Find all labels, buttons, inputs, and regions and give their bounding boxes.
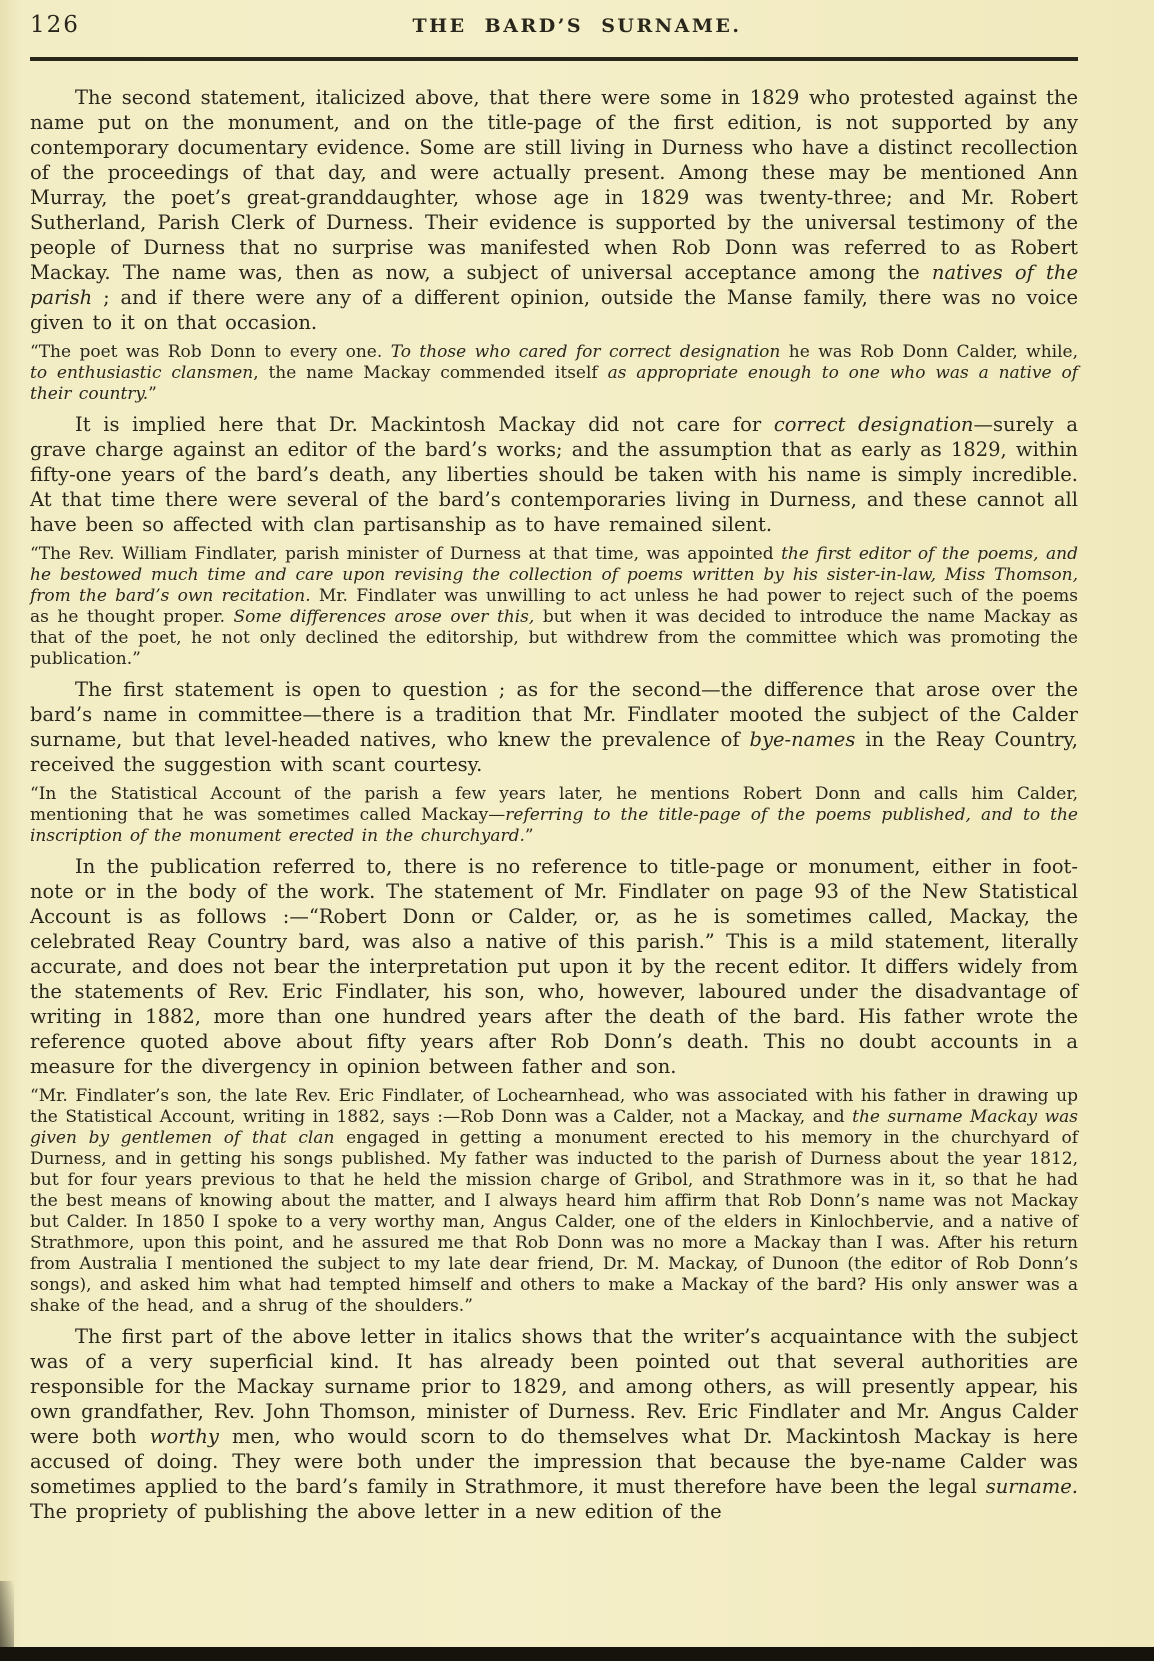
body-paragraph xyxy=(30,854,1078,1079)
text-segment: —surely a grave charge against an editor of the bard’s works; and the assumption that as early as 1829, within fifty-one years of the bard’s death, any liberties should be taken with his name is simply incredible. At that time there were several of the bard’s contemporaries living in Durness, and these cannot all have been so affected with clan partisanship as to have remained silent. xyxy=(30,413,1078,536)
page-header xyxy=(0,0,1154,44)
italic-text-segment: the surname Mackay was given by gentlemen of that clan xyxy=(30,1107,1078,1148)
italic-text-segment: To those who cared for correct designation xyxy=(390,342,781,362)
text-segment: but when it was decided to introduce the name Mackay as that of the poet, he not only declined the editorship, but withdrew from the committee which was promoting the publication.” xyxy=(30,607,1078,669)
italic-text-segment: as appropriate enough to one who was a native of their country. xyxy=(30,363,1078,404)
page-number: 126 xyxy=(30,12,80,38)
text-segment: engaged in getting a monument erected to his memory in the churchyard of Durness, and in getting his songs published. My father was inducted to the parish of Durness about the year 1812, but for four years previous to that he held the mission charge of Gribol, and Strathmore was in it, so that he had the best means of knowing about the matter, and I always heard him affirm that Rob Donn’s name was not Mackay but Calder. In 1850 I spoke to a very worthy man, Angus Calder, one of the elders in Kinlochbervie, and a native of Strathmore, upon this point, and he assured me that Rob Donn was no more a Mackay than I was. After his return from Australia I mentioned the subject to my late dear friend, Dr. M. Mackay, of Dunoon (the editor of Rob Donn’s songs), and asked him what had tempted himself and others to make a Mackay of the bard? His only answer was a shake of the head, and a shrug of the shoulders.” xyxy=(30,1128,1078,1316)
italic-text-segment: referring to the title-page of the poems published, and to the inscription of the monument erected in the churchyard. xyxy=(30,805,1078,846)
text-segment: “In the Statistical Account of the parish a few years later, he mentions Robert Donn and calls him Calder, mentioning that he was sometimes called Mackay— xyxy=(30,784,1078,825)
text-segment: The first statement is open to question ; as for the second—the difference that arose over the bard’s name in committee—there is a tradition that Mr. Findlater mooted the subject of the Calder surname, but that level-headed natives, who knew the prevalence of xyxy=(30,678,1078,751)
quote-paragraph xyxy=(30,544,1078,670)
italic-text-segment: worthy xyxy=(149,1425,219,1448)
body-paragraph xyxy=(30,412,1078,537)
italic-text-segment: natives of the parish xyxy=(30,261,1078,309)
text-segment: Mr. Findlater was unwilling to act unless he had power to reject such of the poems as he thought proper. xyxy=(30,586,1078,627)
quote-paragraph xyxy=(30,784,1078,847)
body-paragraph xyxy=(30,85,1078,335)
text-segment: In the publication referred to, there is no reference to title-page or monument, either in foot-note or in the body of the work. The statement of Mr. Findlater on page 93 of the New Statistical Account is as follows :—“Robert Donn or Calder, or, as he is sometimes called, Mackay, the celebrated Reay Country bard, was also a native of this parish.” This is a mild statement, literally accurate, and does not bear the interpretation put upon it by the recent editor. It differs widely from the statements of Rev. Eric Findlater, his son, who, however, laboured under the disadvantage of writing in 1882, more than one hundred years after the death of the bard. His father wrote the reference quoted above about fifty years after Rob Donn’s death. This no doubt accounts in a measure for the divergency in opinion between father and son. xyxy=(30,855,1078,1078)
running-title: THE BARD’S SURNAME. xyxy=(412,15,742,37)
italic-text-segment: to enthusiastic clansmen xyxy=(30,363,254,383)
text-segment: he was Rob Donn Calder, while, xyxy=(780,342,1078,362)
body-paragraph xyxy=(30,1324,1078,1524)
text-segment: ” xyxy=(148,384,157,404)
scan-corner-shadow xyxy=(0,1581,14,1651)
italic-text-segment: the first editor of the poems, and he bestowed much time and care upon revising the collection of poems written by his sister-in-law, Miss Thomson, from the bard’s own recitation. xyxy=(30,544,1078,606)
quote-paragraph xyxy=(30,342,1078,405)
italic-text-segment: Some differences arose over this, xyxy=(233,607,535,627)
quote-paragraph xyxy=(30,1086,1078,1317)
page-text xyxy=(0,61,1154,1524)
text-segment: , the name Mackay commended itself xyxy=(253,363,608,383)
text-segment: The first part of the above letter in italics shows that the writer’s acquaintance with the subject was of a very superficial kind. It has already been pointed out that several authorities are responsible for the Mackay surname prior to 1829, and among others, as will presently appear, his own grandfather, Rev. John Thomson, minister of Durness. Rev. Eric Findlater and Mr. Angus Calder were both xyxy=(30,1325,1078,1448)
text-segment: “The poet was Rob Donn to every one. xyxy=(30,342,391,362)
italic-text-segment: surname. xyxy=(985,1475,1078,1498)
scan-bottom-edge xyxy=(0,1647,1154,1661)
italic-text-segment: bye-names xyxy=(749,728,856,751)
text-segment: The propriety of publishing the above letter in a new edition of the xyxy=(30,1500,722,1523)
text-segment: in the Reay Country, received the suggestion with scant courtesy. xyxy=(30,728,1079,776)
text-segment: “Mr. Findlater’s son, the late Rev. Eric Findlater, of Lochearnhead, who was associated with his father in drawing up the Statistical Account, writing in 1882, says :—Rob Donn was a Calder, not a Mackay, and xyxy=(30,1086,1078,1127)
text-segment: “The Rev. William Findlater, parish minister of Durness at that time, was appointed xyxy=(30,544,782,564)
text-segment: ; and if there were any of a different opinion, outside the Manse family, there was no voice given to it on that occasion. xyxy=(30,286,1078,334)
text-segment: ” xyxy=(524,826,534,846)
text-segment: men, who would scorn to do themselves what Dr. Mackintosh Mackay is here accused of doing. They were both under the impression that because the bye-name Calder was sometimes applied to the bard’s family in Strathmore, it must therefore have been the legal xyxy=(30,1425,1079,1498)
text-segment: The second statement, italicized above, that there were some in 1829 who protested against the name put on the monument, and on the title-page of the first edition, is not supported by any contemporary documentary evidence. Some are still living in Durness who have a distinct recollection of the proceedings of that day, and were actually present. Among these may be mentioned Ann Murray, the poet’s great-granddaughter, whose age in 1829 was twenty-three; and Mr. Robert Sutherland, Parish Clerk of Durness. Their evidence is supported by the universal testimony of the people of Durness that no surprise was manifested when Rob Donn was referred to as Robert Mackay. The name was, then as now, a subject of universal acceptance among the xyxy=(30,86,1078,284)
italic-text-segment: correct designation xyxy=(773,413,974,436)
body-paragraph xyxy=(30,677,1078,777)
text-segment: It is implied here that Dr. Mackintosh Mackay did not care for xyxy=(75,413,774,436)
